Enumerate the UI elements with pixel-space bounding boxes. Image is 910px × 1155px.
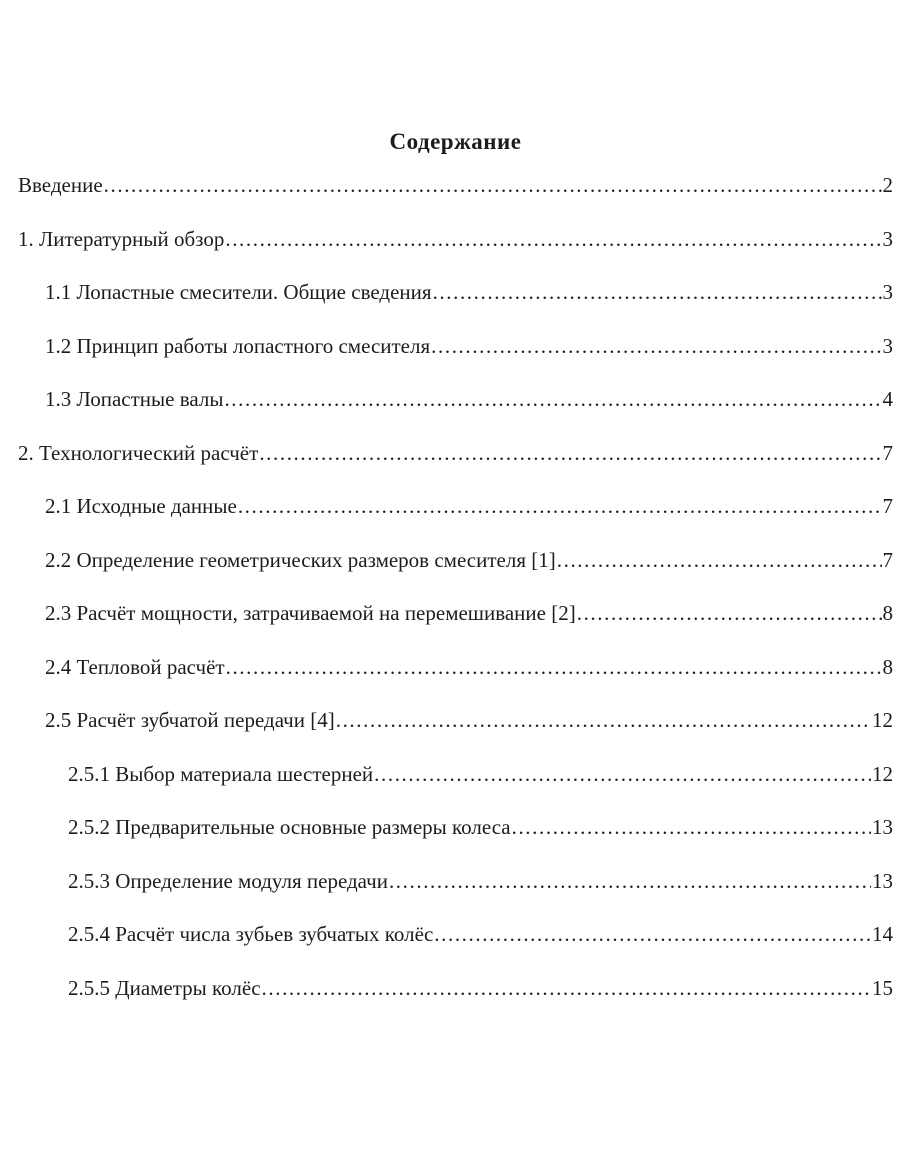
toc-entry-2-5-2[interactable] [18, 814, 893, 840]
dot-leader [225, 226, 881, 252]
toc-entry-label: 1.3 Лопастные валы [45, 387, 224, 411]
dot-leader [434, 921, 871, 947]
toc-entry-page: 13 [872, 815, 893, 839]
toc-entry-label: 2.5.1 Выбор материала шестерней [68, 761, 374, 786]
dot-leader [336, 707, 871, 733]
toc-entry-page: 3 [882, 280, 893, 304]
toc-entry-1-3[interactable] [18, 386, 893, 412]
toc-entry-label: 1.1 Лопастные смесители. Общие сведения [45, 280, 432, 304]
toc-entry-2-1[interactable] [18, 493, 893, 519]
dot-leader [512, 814, 871, 840]
toc-entry-2-5[interactable] [18, 707, 893, 733]
toc-entry-1-1[interactable] [18, 279, 893, 305]
toc-entry-label: 1.2 Принцип работы лопастного смесителя [45, 333, 431, 358]
toc-entry-page: 8 [882, 654, 893, 679]
toc-entry-page: 13 [872, 868, 893, 893]
toc-entry-2-5-1[interactable] [18, 761, 893, 787]
toc-entry-label: 2.5 Расчёт зубчатой передачи [4] [45, 708, 335, 732]
toc-entry-page: 7 [882, 440, 893, 465]
toc-entry-2-2[interactable] [18, 547, 893, 573]
table-of-contents [18, 172, 893, 1001]
dot-leader [374, 761, 871, 787]
toc-entry-2-5-4[interactable] [18, 921, 893, 947]
toc-entry-page: 14 [872, 922, 893, 946]
toc-entry-page: 12 [872, 761, 893, 786]
toc-entry-1-2[interactable] [18, 333, 893, 359]
page-title: Содержание [389, 129, 522, 154]
dot-leader [557, 547, 882, 573]
toc-entry-label: 2.5.4 Расчёт числа зубьев зубчатых колёс [68, 922, 434, 946]
dot-leader [259, 440, 881, 466]
dot-leader [389, 868, 871, 894]
toc-entry-page: 4 [882, 387, 893, 411]
toc-entry-page: 12 [872, 708, 893, 732]
dot-leader [238, 493, 882, 519]
toc-entry-page: 7 [882, 494, 893, 518]
dot-leader [104, 172, 882, 198]
toc-entry-label: 1. Литературный обзор [18, 226, 225, 251]
toc-entry-label: Введение [18, 173, 103, 197]
toc-entry-page: 2 [882, 173, 893, 197]
toc-entry-vvedenie[interactable] [18, 172, 893, 198]
dot-leader [226, 654, 882, 680]
toc-entry-2-5-5[interactable] [18, 975, 893, 1001]
toc-entry-label: 2. Технологический расчёт [18, 440, 259, 465]
toc-entry-1[interactable] [18, 226, 893, 252]
toc-entry-label: 2.5.3 Определение модуля передачи [68, 868, 388, 893]
toc-entry-page: 15 [872, 975, 893, 1000]
toc-entry-label: 2.5.2 Предварительные основные размеры колеса [68, 815, 511, 839]
toc-entry-page: 3 [882, 226, 893, 251]
dot-leader [433, 279, 882, 305]
dot-leader [262, 975, 871, 1001]
toc-entry-page: 8 [882, 601, 893, 625]
toc-entry-label: 2.2 Определение геометрических размеров смесителя [1] [45, 547, 556, 572]
toc-entry-2-5-3[interactable] [18, 868, 893, 894]
toc-entry-2[interactable] [18, 440, 893, 466]
toc-entry-2-3[interactable] [18, 600, 893, 626]
toc-entry-page: 3 [882, 333, 893, 358]
toc-entry-label: 2.1 Исходные данные [45, 494, 237, 518]
toc-entry-label: 2.4 Тепловой расчёт [45, 654, 225, 679]
toc-entry-2-4[interactable] [18, 654, 893, 680]
dot-leader [577, 600, 882, 626]
dot-leader [431, 333, 881, 359]
toc-entry-label: 2.3 Расчёт мощности, затрачиваемой на перемешивание [2] [45, 601, 576, 625]
toc-entry-page: 7 [882, 547, 893, 572]
toc-entry-label: 2.5.5 Диаметры колёс [68, 975, 261, 1000]
dot-leader [224, 386, 881, 412]
